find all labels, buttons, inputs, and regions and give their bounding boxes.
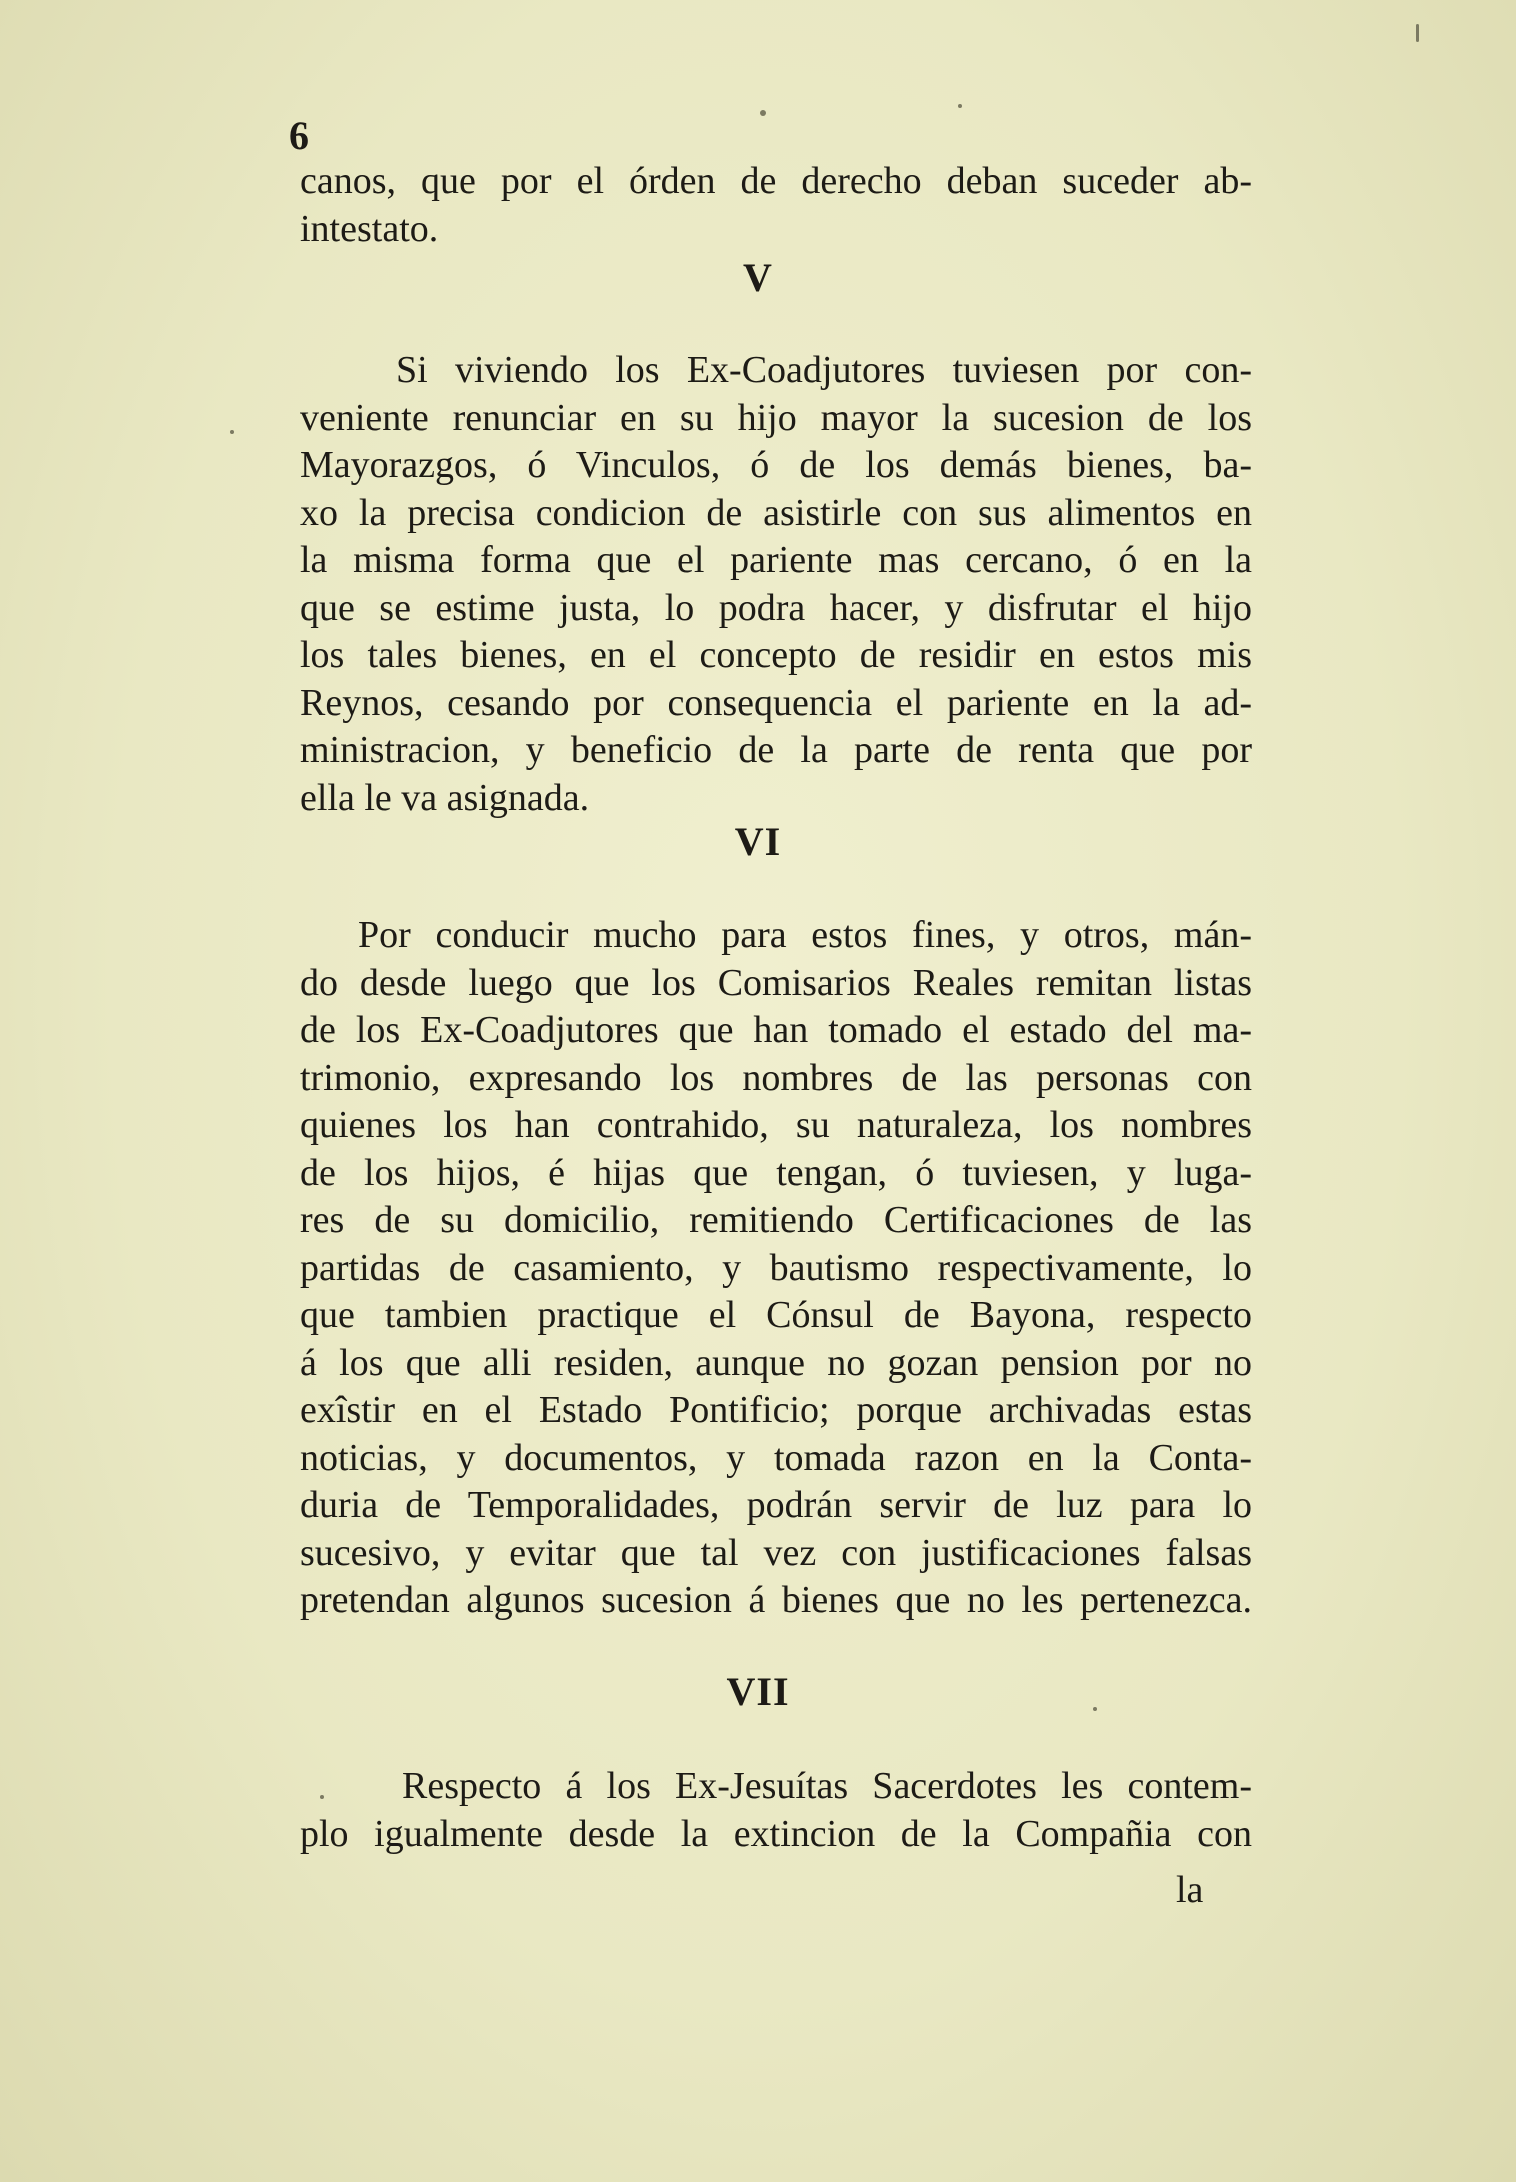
text-line: sucesivo, y evitar que tal vez con justificaciones falsas xyxy=(300,1531,1252,1574)
text-line: Respecto á los Ex-Jesuítas Sacerdotes les contem- xyxy=(402,1765,1252,1807)
text-line: la misma forma que el pariente mas cercano, ó en la xyxy=(300,539,1252,581)
text-line: de los Ex-Coadjutores que han tomado el estado del ma- xyxy=(300,1009,1252,1051)
text-line: ella le va asignada. xyxy=(300,776,590,819)
text-line: res de su domicilio, remitiendo Certificaciones de las xyxy=(300,1199,1252,1241)
text-line: Por conducir mucho para estos fines, y otros, mán- xyxy=(358,914,1252,956)
paper-mark xyxy=(1416,24,1419,42)
paper-speck xyxy=(230,430,234,434)
text-line: de los hijos, é hijas que tengan, ó tuviesen, y luga- xyxy=(300,1151,1252,1194)
text-line: que tambien practique el Cónsul de Bayona, respecto xyxy=(300,1294,1252,1336)
text-line: trimonio, expresando los nombres de las personas con xyxy=(300,1056,1252,1099)
text-line: á los que alli residen, aunque no gozan pension por no xyxy=(300,1341,1252,1384)
text-line: exîstir en el Estado Pontificio; porque archivadas estas xyxy=(300,1389,1252,1431)
text-line: do desde luego que los Comisarios Reales remitan listas xyxy=(300,961,1252,1004)
section-heading-v: V xyxy=(743,255,773,300)
text-line: ministracion, y beneficio de la parte de renta que por xyxy=(300,729,1252,771)
text-line: noticias, y documentos, y tomada razon en la Conta- xyxy=(300,1436,1252,1479)
section-vii-paragraph xyxy=(300,1763,1252,1858)
text-line: que se estime justa, lo podra hacer, y disfrutar el hijo xyxy=(300,586,1252,629)
text-line: intestato. xyxy=(300,207,439,250)
text-line: los tales bienes, en el concepto de residir en estos mis xyxy=(300,634,1252,676)
section-vi-paragraph xyxy=(300,912,1252,1625)
text-line: plo igualmente desde la extincion de la Compañia con xyxy=(300,1812,1252,1855)
text-line: partidas de casamiento, y bautismo respectivamente, lo xyxy=(300,1246,1252,1289)
text-line: veniente renunciar en su hijo mayor la sucesion de los xyxy=(300,396,1252,439)
paper-speck xyxy=(760,110,766,116)
section-heading-vii: VII xyxy=(726,1669,790,1714)
text-line: xo la precisa condicion de asistirle con sus alimentos en xyxy=(300,491,1252,534)
paper-speck xyxy=(320,1795,324,1799)
catchword: la xyxy=(1176,1869,1204,1911)
text-line: pretendan algunos sucesion á bienes que no les pertenezca. xyxy=(300,1579,1252,1621)
text-line: duria de Temporalidades, podrán servir de luz para lo xyxy=(300,1484,1252,1526)
section-heading-vi: VI xyxy=(734,819,782,864)
continuation-paragraph xyxy=(300,158,1252,253)
paper-speck xyxy=(1093,1707,1097,1711)
text-line: quienes los han contrahido, su naturaleza, los nombres xyxy=(300,1104,1252,1146)
paper-speck xyxy=(958,104,962,108)
text-line: Reynos, cesando por consequencia el pariente en la ad- xyxy=(300,681,1252,724)
text-line: Mayorazgos, ó Vinculos, ó de los demás bienes, ba- xyxy=(300,444,1252,486)
text-line: Si viviendo los Ex-Coadjutores tuviesen por con- xyxy=(396,349,1252,391)
text-line: canos, que por el órden de derecho deban suceder ab- xyxy=(300,160,1252,202)
page-number: 6 xyxy=(289,113,309,158)
section-v-paragraph xyxy=(300,347,1252,822)
